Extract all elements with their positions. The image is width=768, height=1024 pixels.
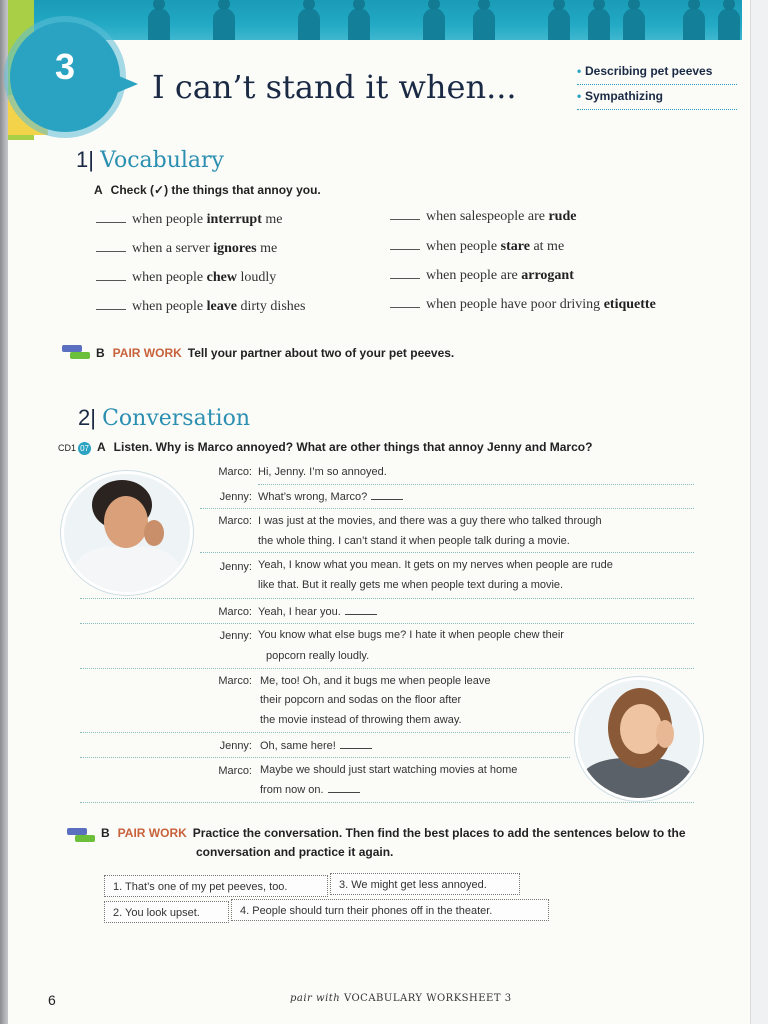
section-conversation-heading (78, 405, 250, 431)
check-blank[interactable] (96, 241, 126, 252)
dialogue-text: Yeah, I hear you. (258, 606, 341, 618)
vocab-word: stare (500, 239, 530, 254)
speaker-label: Jenny: (219, 491, 252, 503)
dialogue-line (260, 740, 372, 752)
dialogue-line: their popcorn and sodas on the floor after (260, 694, 462, 706)
section-divider: | (90, 405, 103, 430)
dialogue-line: Yeah, I know what you mean. It gets on my nerves when people are rude (258, 559, 613, 571)
dialogue-line (258, 491, 403, 503)
check-blank[interactable] (390, 239, 420, 250)
exercise-letter: A (94, 183, 103, 197)
dialogue-line: Maybe we should just start watching movies at home (260, 764, 518, 776)
check-blank[interactable] (390, 209, 420, 220)
cd-label: CD1 (58, 443, 77, 453)
section-vocabulary-heading (76, 147, 224, 173)
banner-person (683, 8, 705, 40)
vocab-item[interactable] (390, 297, 656, 313)
banner-person (623, 8, 645, 40)
check-blank[interactable] (96, 299, 126, 310)
vocab-word: arrogant (521, 268, 574, 283)
dialogue-text: Oh, same here! (260, 740, 336, 752)
conversation-instruction-b (101, 826, 686, 840)
worksheet-reference (290, 993, 512, 1004)
speaker-label: Jenny: (219, 561, 252, 573)
section-title: Conversation (102, 406, 250, 431)
dialogue-line (260, 784, 360, 796)
vocab-word: rude (548, 209, 577, 224)
section-divider: | (88, 147, 101, 172)
check-blank[interactable] (96, 270, 126, 281)
conversation-instruction-a (97, 440, 592, 454)
dialogue-line (258, 606, 377, 618)
pair-work-label: PAIR WORK (112, 346, 182, 360)
dialogue-rule (80, 668, 694, 669)
instruction-text: Tell your partner about two of your pet peeves. (187, 346, 455, 360)
audio-track-tag[interactable] (58, 442, 91, 455)
banner-person (548, 8, 570, 40)
speaker-label: Jenny: (219, 630, 252, 642)
conversation-instruction-b-cont: conversation and practice it again. (196, 845, 394, 859)
speaker-label: Marco: (218, 765, 252, 777)
banner-person (423, 8, 445, 40)
sentence-card[interactable]: 4. People should turn their phones off in the theater. (231, 899, 549, 921)
banner-person (348, 8, 370, 40)
dialogue-line: the movie instead of throwing them away. (260, 714, 462, 726)
vocab-word: chew (206, 270, 237, 285)
pair-work-icon (67, 828, 95, 842)
vocab-item[interactable] (96, 299, 305, 315)
exercise-letter: B (96, 346, 105, 360)
vocab-word: interrupt (206, 212, 262, 227)
speaker-label: Marco: (218, 675, 252, 687)
section-title: Vocabulary (100, 148, 224, 173)
goal-item: • Describing pet peeves (577, 60, 737, 85)
answer-blank[interactable] (328, 784, 360, 793)
vocab-item[interactable] (96, 241, 277, 257)
vocab-text: when people (132, 270, 207, 285)
instruction-text: Listen. Why is Marco annoyed? What are other things that annoy Jenny and Marco? (113, 440, 593, 454)
sentence-card[interactable]: 1. That’s one of my pet peeves, too. (104, 875, 328, 897)
vocab-item[interactable] (96, 270, 276, 286)
instruction-text: Practice the conversation. Then find the best places to add the sentences below to the (192, 826, 686, 840)
banner-person (718, 8, 740, 40)
dialogue-line: You know what else bugs me? I hate it when people chew their (258, 629, 564, 641)
vocab-text: when people have poor driving (426, 297, 604, 312)
vocab-text: when a server (132, 241, 214, 256)
dialogue-text: What’s wrong, Marco? (258, 491, 368, 503)
dialogue-line: I was just at the movies, and there was a guy there who talked through (258, 515, 602, 527)
check-blank[interactable] (390, 268, 420, 279)
goal-item: • Sympathizing (577, 85, 737, 110)
unit-badge (10, 22, 120, 132)
section-number: 2 (78, 405, 91, 430)
instruction-text: Check (✓) the things that annoy you. (110, 183, 321, 197)
vocab-text: when people are (426, 268, 522, 283)
dialogue-line: Hi, Jenny. I’m so annoyed. (258, 466, 387, 478)
unit-number: 3 (54, 46, 76, 87)
page-edge (750, 0, 768, 1024)
answer-blank[interactable] (340, 740, 372, 749)
dialogue-line: popcorn really loudly. (266, 650, 370, 662)
vocab-item[interactable] (96, 212, 282, 228)
dialogue-text: from now on. (260, 784, 324, 796)
header-banner (8, 0, 742, 40)
vocab-item[interactable] (390, 268, 574, 284)
exercise-letter: B (101, 826, 110, 840)
page-number: 6 (48, 992, 56, 1008)
vocab-text: when people (132, 299, 207, 314)
vocab-text: dirty dishes (236, 299, 306, 314)
dialogue-rule (80, 732, 570, 733)
track-number-icon: 07 (78, 442, 91, 455)
book-spine (0, 0, 8, 1024)
speaker-label: Marco: (218, 606, 252, 618)
vocabulary-instruction-a (94, 183, 321, 197)
dialogue-rule (200, 508, 694, 509)
banner-person (148, 8, 170, 40)
dialogue-rule (258, 484, 694, 485)
dialogue-line: like that. But it really gets me when people text during a movie. (258, 579, 564, 591)
vocab-text: when salespeople are (426, 209, 549, 224)
vocabulary-instruction-b (96, 346, 454, 360)
sentence-card[interactable]: 2. You look upset. (104, 901, 229, 923)
vocab-text: when people (426, 239, 501, 254)
jenny-photo (578, 680, 700, 798)
dialogue-line: Me, too! Oh, and it bugs me when people leave (260, 675, 491, 687)
vocab-text: me (261, 212, 283, 227)
vocab-text: at me (529, 239, 565, 254)
vocab-word: leave (206, 299, 237, 314)
dialogue-line: the whole thing. I can’t stand it when people talk during a movie. (258, 535, 570, 547)
answer-blank[interactable] (371, 491, 403, 500)
answer-blank[interactable] (345, 606, 377, 615)
worksheet-name: VOCABULARY WORKSHEET 3 (343, 993, 512, 1004)
unit-title: I can’t stand it when... (152, 68, 517, 106)
pair-work-label: PAIR WORK (117, 826, 187, 840)
banner-person (298, 8, 320, 40)
speaker-label: Marco: (218, 466, 252, 478)
section-number: 1 (76, 147, 89, 172)
banner-person (588, 8, 610, 40)
pair-with-text: pair with (290, 993, 341, 1004)
speaker-label: Marco: (218, 515, 252, 527)
dialogue-rule (80, 623, 694, 624)
vocab-item[interactable] (390, 239, 564, 255)
exercise-letter: A (97, 440, 106, 454)
check-blank[interactable] (96, 212, 126, 223)
sentence-card[interactable]: 3. We might get less annoyed. (330, 873, 520, 895)
banner-person (473, 8, 495, 40)
marco-photo (64, 474, 190, 592)
vocab-text: me (256, 241, 278, 256)
vocab-item[interactable] (390, 209, 576, 225)
dialogue-rule (80, 757, 570, 758)
vocab-word: etiquette (603, 297, 656, 312)
check-blank[interactable] (390, 297, 420, 308)
dialogue-rule (80, 598, 694, 599)
banner-person (213, 8, 235, 40)
vocab-word: ignores (213, 241, 257, 256)
unit-goals (577, 60, 737, 110)
dialogue-rule (200, 552, 694, 553)
dialogue-rule (80, 802, 694, 803)
vocab-text: when people (132, 212, 207, 227)
speaker-label: Jenny: (219, 740, 252, 752)
vocab-text: loudly (236, 270, 277, 285)
pair-work-icon (62, 345, 90, 359)
